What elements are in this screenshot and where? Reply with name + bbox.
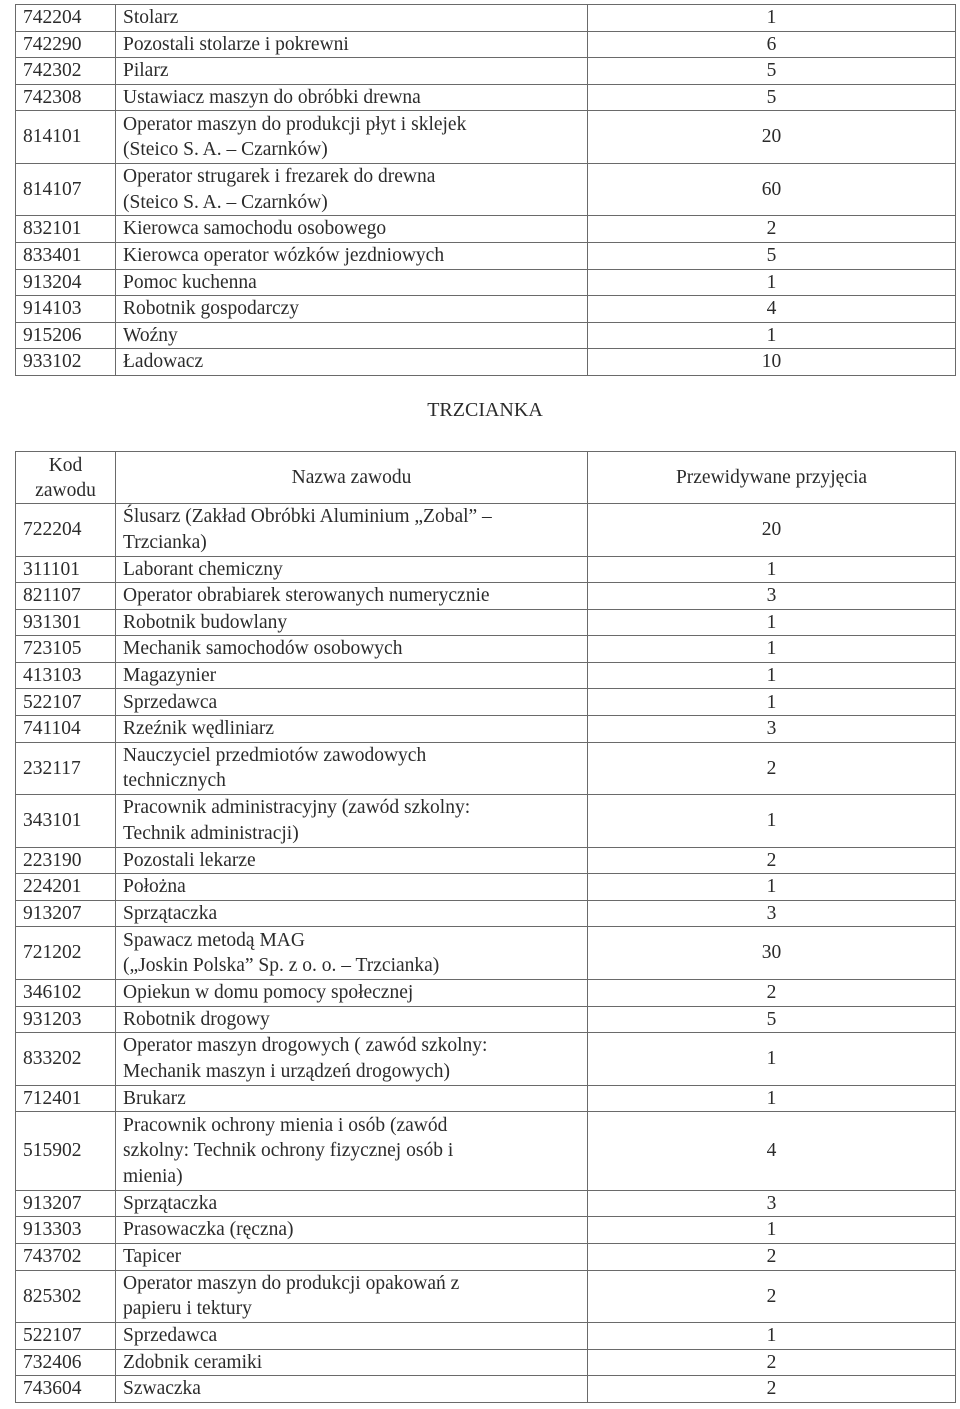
table-row xyxy=(16,111,956,164)
occupation-name: Spawacz metodą MAG („Joskin Polska” Sp. z o. o. – Trzcianka) xyxy=(116,927,588,980)
occupation-name: Pracownik ochrony mienia i osób (zawód szkolny: Technik ochrony fizycznej osób i mienia) xyxy=(116,1112,588,1191)
occupation-code: 931203 xyxy=(16,1006,116,1033)
occupation-code: 522107 xyxy=(16,1323,116,1350)
expected-hires: 1 xyxy=(588,874,956,901)
table-row xyxy=(16,5,956,32)
expected-hires: 2 xyxy=(588,1349,956,1376)
occupation-code: 712401 xyxy=(16,1085,116,1112)
table-row xyxy=(16,1243,956,1270)
occupation-name: Robotnik budowlany xyxy=(116,609,588,636)
occupation-code: 742290 xyxy=(16,31,116,58)
section-title: TRZCIANKA xyxy=(427,399,543,421)
occupation-name: Operator strugarek i frezarek do drewna (Steico S. A. – Czarnków) xyxy=(116,163,588,216)
table-row xyxy=(16,322,956,349)
table-row xyxy=(16,556,956,583)
occupation-code: 913207 xyxy=(16,1190,116,1217)
expected-hires: 2 xyxy=(588,1243,956,1270)
occupation-name: Opiekun w domu pomocy społecznej xyxy=(116,979,588,1006)
occupation-name: Pomoc kuchenna xyxy=(116,269,588,296)
occupation-code: 914103 xyxy=(16,296,116,323)
occupation-code: 913207 xyxy=(16,900,116,927)
table-row xyxy=(16,349,956,376)
occupation-name: Tapicer xyxy=(116,1243,588,1270)
table-row xyxy=(16,1112,956,1191)
expected-hires: 1 xyxy=(588,636,956,663)
header-code: Kod zawodu xyxy=(16,452,116,504)
occupation-code: 722204 xyxy=(16,504,116,557)
occupation-code: 832101 xyxy=(16,216,116,243)
occupation-name: Rzeźnik wędliniarz xyxy=(116,716,588,743)
occupation-code: 743604 xyxy=(16,1376,116,1403)
expected-hires: 1 xyxy=(588,1323,956,1350)
occupation-code: 522107 xyxy=(16,689,116,716)
table-row xyxy=(16,1006,956,1033)
expected-hires: 5 xyxy=(588,58,956,85)
occupation-name: Pozostali lekarze xyxy=(116,847,588,874)
table-row xyxy=(16,163,956,216)
expected-hires: 6 xyxy=(588,31,956,58)
expected-hires: 1 xyxy=(588,556,956,583)
occupation-name: Kierowca samochodu osobowego xyxy=(116,216,588,243)
expected-hires: 1 xyxy=(588,795,956,848)
expected-hires: 20 xyxy=(588,111,956,164)
occupation-name: Pracownik administracyjny (zawód szkolny: Technik administracji) xyxy=(116,795,588,848)
occupation-code: 833401 xyxy=(16,242,116,269)
occupation-name: Operator maszyn do produkcji płyt i sklejek (Steico S. A. – Czarnków) xyxy=(116,111,588,164)
occupations-table-trzcianka xyxy=(15,451,956,1403)
occupation-name: Woźny xyxy=(116,322,588,349)
occupation-name: Operator maszyn drogowych ( zawód szkolny: Mechanik maszyn i urządzeń drogowych) xyxy=(116,1033,588,1086)
occupation-code: 814101 xyxy=(16,111,116,164)
expected-hires: 5 xyxy=(588,1006,956,1033)
table-row xyxy=(16,1349,956,1376)
occupation-name: Laborant chemiczny xyxy=(116,556,588,583)
header-name: Nazwa zawodu xyxy=(116,452,588,504)
occupation-code: 343101 xyxy=(16,795,116,848)
occupation-name: Stolarz xyxy=(116,5,588,32)
occupation-code: 741104 xyxy=(16,716,116,743)
table-row xyxy=(16,689,956,716)
table-row xyxy=(16,927,956,980)
header-count: Przewidywane przyjęcia xyxy=(588,452,956,504)
occupation-code: 224201 xyxy=(16,874,116,901)
occupation-code: 742308 xyxy=(16,84,116,111)
occupation-code: 913303 xyxy=(16,1217,116,1244)
table-row xyxy=(16,979,956,1006)
occupation-name: Magazynier xyxy=(116,662,588,689)
occupation-code: 413103 xyxy=(16,662,116,689)
table-row xyxy=(16,242,956,269)
occupation-code: 742302 xyxy=(16,58,116,85)
expected-hires: 60 xyxy=(588,163,956,216)
expected-hires: 1 xyxy=(588,689,956,716)
occupations-table-czarnkow xyxy=(15,4,956,376)
table-row xyxy=(16,716,956,743)
table-row xyxy=(16,216,956,243)
table-row xyxy=(16,742,956,795)
occupation-code: 742204 xyxy=(16,5,116,32)
table-row xyxy=(16,269,956,296)
occupation-code: 915206 xyxy=(16,322,116,349)
occupation-code: 232117 xyxy=(16,742,116,795)
expected-hires: 3 xyxy=(588,1190,956,1217)
occupation-code: 723105 xyxy=(16,636,116,663)
occupation-name: Nauczyciel przedmiotów zawodowych technicznych xyxy=(116,742,588,795)
occupation-name: Ślusarz (Zakład Obróbki Aluminium „Zobal” – Trzcianka) xyxy=(116,504,588,557)
expected-hires: 4 xyxy=(588,1112,956,1191)
expected-hires: 1 xyxy=(588,662,956,689)
occupation-name: Ustawiacz maszyn do obróbki drewna xyxy=(116,84,588,111)
expected-hires: 2 xyxy=(588,847,956,874)
table-row xyxy=(16,847,956,874)
expected-hires: 1 xyxy=(588,1033,956,1086)
occupation-name: Położna xyxy=(116,874,588,901)
occupation-name: Kierowca operator wózków jezdniowych xyxy=(116,242,588,269)
occupation-code: 825302 xyxy=(16,1270,116,1323)
occupation-name: Szwaczka xyxy=(116,1376,588,1403)
occupation-code: 833202 xyxy=(16,1033,116,1086)
table-row xyxy=(16,1190,956,1217)
table-row xyxy=(16,874,956,901)
occupation-code: 913204 xyxy=(16,269,116,296)
occupation-code: 732406 xyxy=(16,1349,116,1376)
table-row xyxy=(16,636,956,663)
table-row xyxy=(16,1323,956,1350)
expected-hires: 2 xyxy=(588,742,956,795)
expected-hires: 3 xyxy=(588,583,956,610)
occupation-code: 223190 xyxy=(16,847,116,874)
expected-hires: 1 xyxy=(588,269,956,296)
table-row xyxy=(16,1376,956,1403)
table-row xyxy=(16,795,956,848)
occupation-code: 933102 xyxy=(16,349,116,376)
table-row xyxy=(16,1217,956,1244)
expected-hires: 2 xyxy=(588,979,956,1006)
expected-hires: 2 xyxy=(588,216,956,243)
occupation-name: Sprzedawca xyxy=(116,1323,588,1350)
table-row xyxy=(16,1033,956,1086)
expected-hires: 1 xyxy=(588,5,956,32)
table-row xyxy=(16,900,956,927)
occupation-name: Brukarz xyxy=(116,1085,588,1112)
expected-hires: 10 xyxy=(588,349,956,376)
expected-hires: 1 xyxy=(588,322,956,349)
expected-hires: 2 xyxy=(588,1376,956,1403)
expected-hires: 1 xyxy=(588,1217,956,1244)
expected-hires: 5 xyxy=(588,242,956,269)
expected-hires: 1 xyxy=(588,1085,956,1112)
table-row xyxy=(16,609,956,636)
expected-hires: 5 xyxy=(588,84,956,111)
occupation-name: Ładowacz xyxy=(116,349,588,376)
occupation-code: 743702 xyxy=(16,1243,116,1270)
occupation-name: Sprzątaczka xyxy=(116,1190,588,1217)
occupation-name: Prasowaczka (ręczna) xyxy=(116,1217,588,1244)
occupation-name: Operator obrabiarek sterowanych numerycznie xyxy=(116,583,588,610)
occupation-code: 821107 xyxy=(16,583,116,610)
occupation-code: 721202 xyxy=(16,927,116,980)
occupation-name: Pilarz xyxy=(116,58,588,85)
table-row xyxy=(16,31,956,58)
occupation-name: Robotnik drogowy xyxy=(116,1006,588,1033)
expected-hires: 4 xyxy=(588,296,956,323)
table-row xyxy=(16,1270,956,1323)
table-row xyxy=(16,58,956,85)
expected-hires: 30 xyxy=(588,927,956,980)
occupation-code: 311101 xyxy=(16,556,116,583)
expected-hires: 1 xyxy=(588,609,956,636)
table-row xyxy=(16,296,956,323)
table-row xyxy=(16,504,956,557)
occupation-name: Zdobnik ceramiki xyxy=(116,1349,588,1376)
table-header-row xyxy=(16,452,956,504)
occupation-name: Operator maszyn do produkcji opakowań z papieru i tektury xyxy=(116,1270,588,1323)
table-row xyxy=(16,84,956,111)
occupation-code: 346102 xyxy=(16,979,116,1006)
expected-hires: 2 xyxy=(588,1270,956,1323)
occupation-code: 515902 xyxy=(16,1112,116,1191)
occupation-name: Robotnik gospodarczy xyxy=(116,296,588,323)
table-row xyxy=(16,662,956,689)
occupation-code: 814107 xyxy=(16,163,116,216)
table-row xyxy=(16,583,956,610)
occupation-name: Pozostali stolarze i pokrewni xyxy=(116,31,588,58)
occupation-name: Mechanik samochodów osobowych xyxy=(116,636,588,663)
expected-hires: 20 xyxy=(588,504,956,557)
expected-hires: 3 xyxy=(588,900,956,927)
occupation-name: Sprzedawca xyxy=(116,689,588,716)
occupation-name: Sprzątaczka xyxy=(116,900,588,927)
occupation-code: 931301 xyxy=(16,609,116,636)
expected-hires: 3 xyxy=(588,716,956,743)
table-row xyxy=(16,1085,956,1112)
